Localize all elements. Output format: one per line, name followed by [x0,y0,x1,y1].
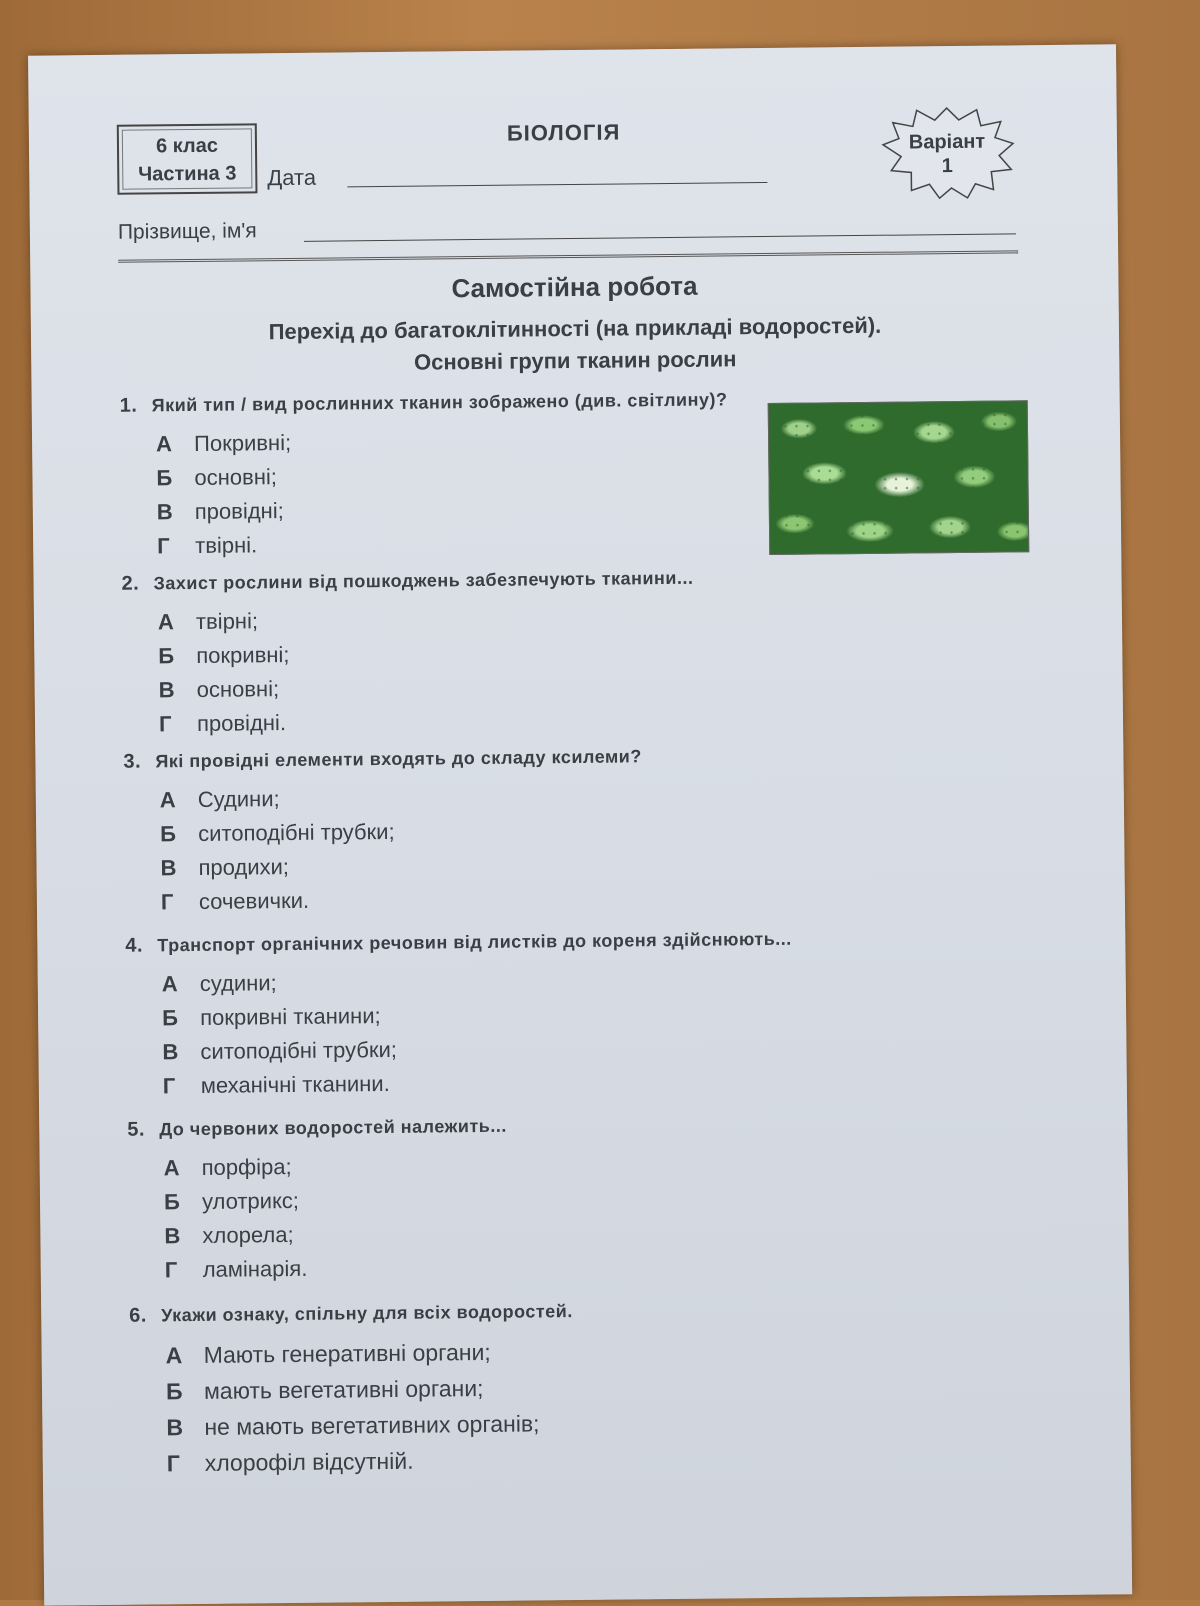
question-5 [127,1109,1029,1287]
worksheet-page [28,44,1132,1605]
class-box-inner-border [122,128,253,189]
option-letter: Б [156,465,173,491]
question-number: 5. [127,1118,146,1141]
variant-badge [877,103,1018,200]
topic-line-1: Перехід до багатоклітинності (на прикладі водоростей). [268,312,882,345]
question-text: Які провідні елементи входять до складу ксилеми? [155,746,642,772]
option-letter: А [155,431,173,457]
option-letter: А [157,609,174,635]
option-text: Судини; [197,786,280,812]
option-text: сочевички. [198,887,310,914]
option-letter: А [161,971,178,997]
option-letter: В [166,1414,184,1441]
class-box [117,123,258,194]
option-text: не мають вегетативних органів; [204,1410,540,1440]
option-letter: А [163,1155,180,1181]
name-label: Прізвище, ім'я [117,219,257,244]
question-2 [121,563,1023,741]
option-letter: Г [157,533,170,559]
option-letter: Б [160,821,177,847]
question-6 [129,1295,1031,1481]
option-letter: В [156,499,173,525]
option-letter: А [165,1342,183,1369]
subject-title: БІОЛОГІЯ [506,119,621,146]
option-letter: В [164,1223,181,1249]
variant-number: 1 [941,155,953,178]
option-text: твірні. [195,532,258,558]
option-letter: Б [158,643,175,669]
option-text: основні; [196,676,280,702]
option-text: хлорофіл відсутній. [204,1447,414,1476]
question-text: Захист рослини від пошкоджень забезпечують тканини... [153,567,694,594]
option-letter: Б [163,1189,180,1215]
option-text: покривні тканини; [199,1003,381,1030]
option-text: мають вегетативні органи; [203,1375,484,1404]
option-text: ламінарія. [202,1255,308,1282]
option-letter: Г [164,1257,178,1283]
question-number: 2. [121,572,140,595]
question-number: 4. [125,934,144,957]
option-letter: В [158,677,175,703]
option-letter: Г [162,1073,176,1099]
option-letter: В [162,1039,179,1065]
option-text: ситоподібні трубки; [198,818,395,846]
question-text: Укажи ознаку, спільну для всіх водоростей. [161,1301,573,1326]
question-text: Транспорт органічних речовин від листків до кореня здійснюють... [157,928,792,956]
option-text: порфіра; [201,1153,292,1180]
question-3 [123,741,1025,919]
name-field-line[interactable] [304,233,1016,241]
question-number: 3. [123,750,142,773]
variant-label: Варіант [908,130,986,154]
option-text: судини; [199,970,277,996]
option-text: ситоподібні трубки; [200,1036,398,1064]
option-text: хлорела; [202,1221,294,1248]
option-text: Покривні; [193,429,292,456]
worksheet-header [117,115,1018,254]
worksheet-title: Самостійна робота [451,270,698,304]
date-field-line[interactable] [347,182,767,187]
class-part: Частина 3 [138,162,237,186]
option-text: механічні тканини. [200,1070,390,1098]
option-letter: В [160,855,177,881]
option-letter: Б [165,1378,183,1405]
option-text: улотрикс; [201,1187,300,1214]
question-text: До червоних водоростей належить... [159,1115,507,1140]
topic-line-2: Основні групи тканин рослин [413,346,737,375]
question-4 [125,925,1027,1103]
option-text: провідні; [194,498,284,524]
option-text: твірні; [195,608,259,634]
class-grade: 6 клас [155,134,219,158]
option-text: продихи; [198,854,290,880]
option-text: провідні. [196,710,287,736]
option-letter: А [159,787,176,813]
option-text: основні; [194,464,278,490]
option-letter: Г [158,711,172,737]
option-letter: Г [166,1450,180,1477]
question-text: Який тип / вид рослинних тканин зображено (див. світлину)? [151,389,728,416]
date-label: Дата [267,164,317,191]
option-letter: Б [161,1005,179,1031]
option-text: покривні; [196,641,290,668]
question-1 [120,385,1022,563]
option-text: Мають генеративні органи; [203,1338,491,1368]
question-number: 6. [129,1304,148,1327]
question-number: 1. [119,394,138,417]
option-letter: Г [160,889,174,915]
